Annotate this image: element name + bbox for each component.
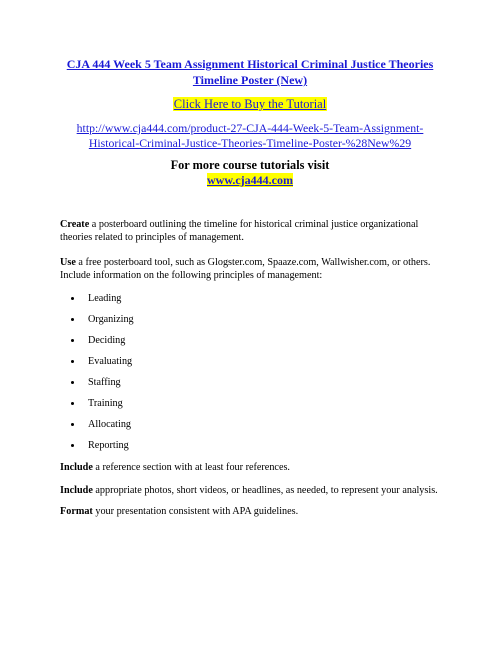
create-keyword: Create [60, 219, 90, 230]
list-item-label: Reporting [88, 440, 129, 451]
include-keyword: Include [60, 485, 93, 496]
include-media-text: appropriate photos, short videos, or headlines, as needed, to represent your analysis. [92, 485, 438, 496]
list-item-label: Allocating [88, 419, 132, 430]
list-item-label: Staffing [88, 377, 121, 388]
site-link[interactable]: www.cja444.com [207, 173, 293, 187]
list-item-label: Training [88, 398, 123, 409]
use-text: a free posterboard tool, such as Glogster.com, Spaaze.com, Wallwisher.com, or others. Include information on the following principles of management: [60, 257, 431, 281]
format-keyword: Format [60, 506, 93, 517]
more-tutorials-text: For more course tutorials visit [170, 158, 330, 172]
buy-tutorial-line [0, 96, 500, 112]
site-line [0, 173, 500, 188]
bullet-icon [71, 297, 74, 300]
bullet-icon [71, 381, 74, 384]
include-references-text: a reference section with at least four references. [92, 462, 290, 473]
use-keyword: Use [60, 257, 76, 268]
include-references-paragraph [60, 461, 450, 474]
list-item-label: Deciding [88, 335, 126, 346]
list-item-label: Leading [88, 293, 122, 304]
bullet-icon [71, 318, 74, 321]
bullet-icon [71, 423, 74, 426]
create-text: a posterboard outlining the timeline for historical criminal justice organizational theories related to principles of management. [60, 219, 419, 243]
product-url-link[interactable]: http://www.cja444.com/product-27-CJA-444-Week-5-Team-Assignment-Historical-Criminal-Justice-Theories-Timeline-Poster-%28New%29 [76, 121, 424, 150]
include-media-paragraph [60, 484, 450, 497]
list-item-label: Organizing [88, 314, 134, 325]
create-paragraph [60, 218, 450, 244]
format-text: your presentation consistent with APA guidelines. [92, 506, 299, 517]
bullet-icon [71, 402, 74, 405]
page-title[interactable]: CJA 444 Week 5 Team Assignment Historical Criminal Justice Theories Timeline Poster (New) [66, 57, 434, 87]
format-paragraph [60, 505, 450, 518]
bullet-icon [71, 339, 74, 342]
buy-tutorial-link[interactable]: Click Here to Buy the Tutorial [173, 97, 327, 111]
include-keyword: Include [60, 462, 93, 473]
use-paragraph [60, 256, 450, 282]
bullet-icon [71, 360, 74, 363]
list-item-label: Evaluating [88, 356, 133, 367]
bullet-icon [71, 444, 74, 447]
